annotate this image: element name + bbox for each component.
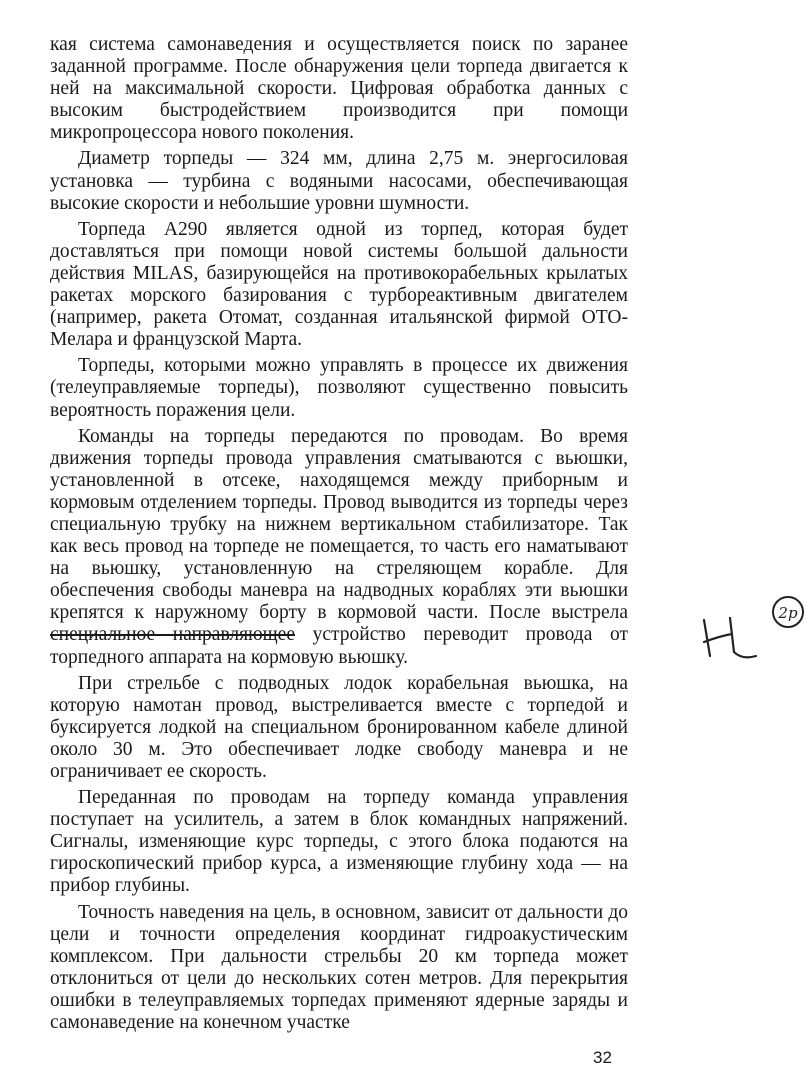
- paragraph-5-start: Команды на торпеды передаются по проводам. Во время движения торпеды провода управления сматываются с вьюшки, установленной в отсеке, находящемся между приборным и кормовым отделением торпеды. Провод выводится из торпеды через специальную трубку на нижнем вертикальном стабилизаторе. Так как весь провод на торпеде не помещается, то часть его наматывают на вьюшку, установленную на стреляющем корабле. Для обеспечения свободы маневра на надводных кораблях эти вьюшки крепятся к наружному борту в кормовой части. После выстрела: [50, 425, 628, 624]
- handwritten-margin-note: [690, 590, 810, 670]
- paragraph-7: Переданная по проводам на торпеду команда управления поступает на усилитель, а затем в блок командных напряжений. Сигналы, изменяющие курс торпеды, с этого блока подаются на гироскопический прибор курса, а изменяющие глубину хода — на прибор глубины.: [50, 787, 628, 897]
- body-text: [50, 34, 628, 1038]
- paragraph-5-end: устройство переводит провода от торпедного аппарата на кормовую вьюшку.: [50, 624, 628, 668]
- page-number: 32: [593, 1048, 612, 1067]
- handwritten-mark: [704, 618, 756, 657]
- paragraph-5: [50, 426, 628, 669]
- paragraph-3: Торпеда А290 является одной из торпед, которая будет доставляться при помощи новой системы большой дальности действия MILAS, базирующейся на противокорабельных крылатых ракетах морского базирования с турбореактивным двигателем (например, ракета Отомат, созданная итальянской фирмой ОТО-Мелара и французской Марта.: [50, 218, 628, 351]
- margin-note-text: 2р: [778, 604, 798, 622]
- paragraph-8: Точность наведения на цель, в основном, зависит от дальности до цели и точности определения координат гидроакустическим комплексом. При дальности стрельбы 20 км торпеда может отклониться от цели до нескольких сотен метров. Для перекрытия ошибки в телеуправляемых торпедах применяют ядерные заряды и самонаведение на конечном участке: [50, 901, 628, 1034]
- struck-out-words: специальное направляющее: [50, 624, 295, 646]
- paragraph-1: кая система самонаведения и осуществляется поиск по заранее заданной программе. После обнаружения цели торпеда двигается к ней на максимальной скорости. Цифровая обработка данных с высоким быстродействием производится при помощи микропроцессора нового поколения.: [50, 34, 628, 144]
- paragraph-6: При стрельбе с подводных лодок корабельная вьюшка, на которую намотан провод, выстреливается вместе с торпедой и буксируется лодкой на специальном бронированном кабеле длиной около 30 м. Это обеспечивает лодке свободу маневра и не ограничивает ее скорость.: [50, 672, 628, 782]
- paragraph-2: Диаметр торпеды — 324 мм, длина 2,75 м. энергосиловая установка — турбина с водяными насосами, обеспечивающая высокие скорости и небольшие уровни шумности.: [50, 148, 628, 214]
- paragraph-4: Торпеды, которыми можно управлять в процессе их движения (телеуправляемые торпеды), позволяют существенно повысить вероятность поражения цели.: [50, 355, 628, 421]
